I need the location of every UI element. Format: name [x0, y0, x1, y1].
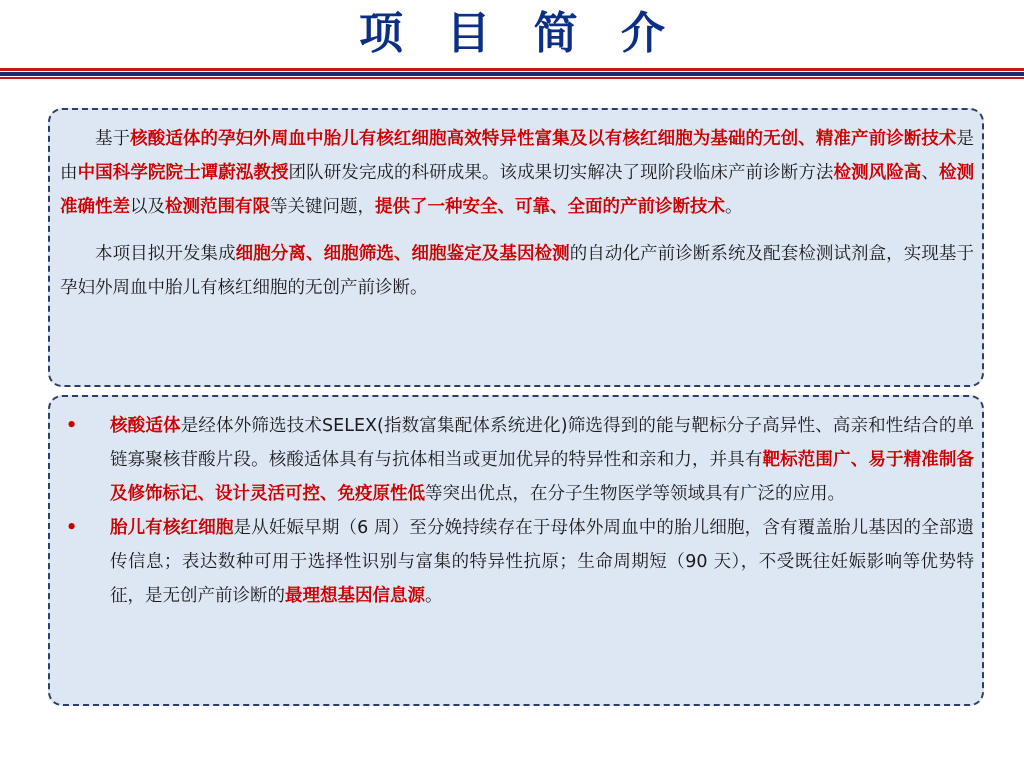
header-rule-red-bottom [0, 77, 1024, 79]
intro-box [48, 108, 984, 387]
text-span: 等关键问题， [270, 197, 375, 217]
highlight-span: 提供了一种安全、可靠、全面的产前诊断技术 [375, 197, 725, 217]
highlight-span: 细胞分离、细胞筛选、细胞鉴定及基因检测 [235, 244, 570, 264]
highlight-span: 胎儿有核红细胞 [110, 518, 234, 538]
highlight-span: 中国科学院院士谭蔚泓教授 [77, 163, 289, 183]
features-box [48, 395, 984, 706]
text-span: 。 [725, 197, 743, 217]
highlight-span: 最理想基因信息源 [285, 586, 425, 606]
header-rule-red-top [0, 68, 1024, 71]
page-title: 项 目 简 介 [359, 8, 679, 59]
highlight-span: 核酸适体 [110, 416, 181, 436]
text-span: 。 [425, 586, 443, 606]
bullet-item-fetal-cells [60, 511, 974, 613]
highlight-span: 核酸适体的孕妇外周血中胎儿有核红细胞高效特异性富集及以有核红细胞为基础的无创、精准产前诊断技术 [130, 129, 957, 149]
text-span: 的自动化产前诊断系统及配套检测试剂盒，实现基于孕妇外周血中胎儿有核红细胞的无创产前诊断。 [60, 244, 975, 298]
text-span: 是从妊娠早期（6 周）至分娩持续存在于母体外周血中的胎儿细胞，含有覆盖胎儿基因的全部遗传信息；表达数种可用于选择性识别与富集的特异性抗原；生命周期短（90 天），不受既往妊娠影响等优势特征，是无创产前诊断的 [110, 518, 975, 606]
text-span: 是经体外筛选技术SELEX(指数富集配体系统进化)筛选得到的能与靶标分子高异性、高亲和性结合的单链寡聚核苷酸片段。核酸适体具有与抗体相当或更加优异的特异性和亲和力，并具有 [110, 416, 974, 470]
bullet-marker: • [66, 518, 78, 538]
highlight-span: 检测范围有限 [165, 197, 270, 217]
text-span: 是由 [60, 129, 975, 183]
intro-paragraph-2 [60, 237, 974, 305]
highlight-span: 检测风险高 [833, 163, 922, 183]
highlight-span: 靶标范围广、易于精准制备及修饰标记、设计灵活可控、免疫原性低 [110, 450, 975, 504]
text-span: 基于 [95, 129, 131, 149]
bullet-item-aptamer [60, 409, 974, 511]
text-span: 等突出优点，在分子生物医学等领域具有广泛的应用。 [425, 484, 845, 504]
intro-paragraph-1 [60, 122, 974, 224]
header-rule-navy [0, 72, 1024, 76]
highlight-span: 检测准确性差 [60, 163, 975, 217]
text-span: 本项目拟开发集成 [95, 244, 236, 264]
bullet-marker: • [66, 416, 78, 436]
text-span: 团队研发完成的科研成果。该成果切实解决了现阶段临床产前诊断方法 [288, 163, 834, 183]
text-span: 以及 [130, 197, 165, 217]
text-span: 、 [921, 163, 939, 183]
